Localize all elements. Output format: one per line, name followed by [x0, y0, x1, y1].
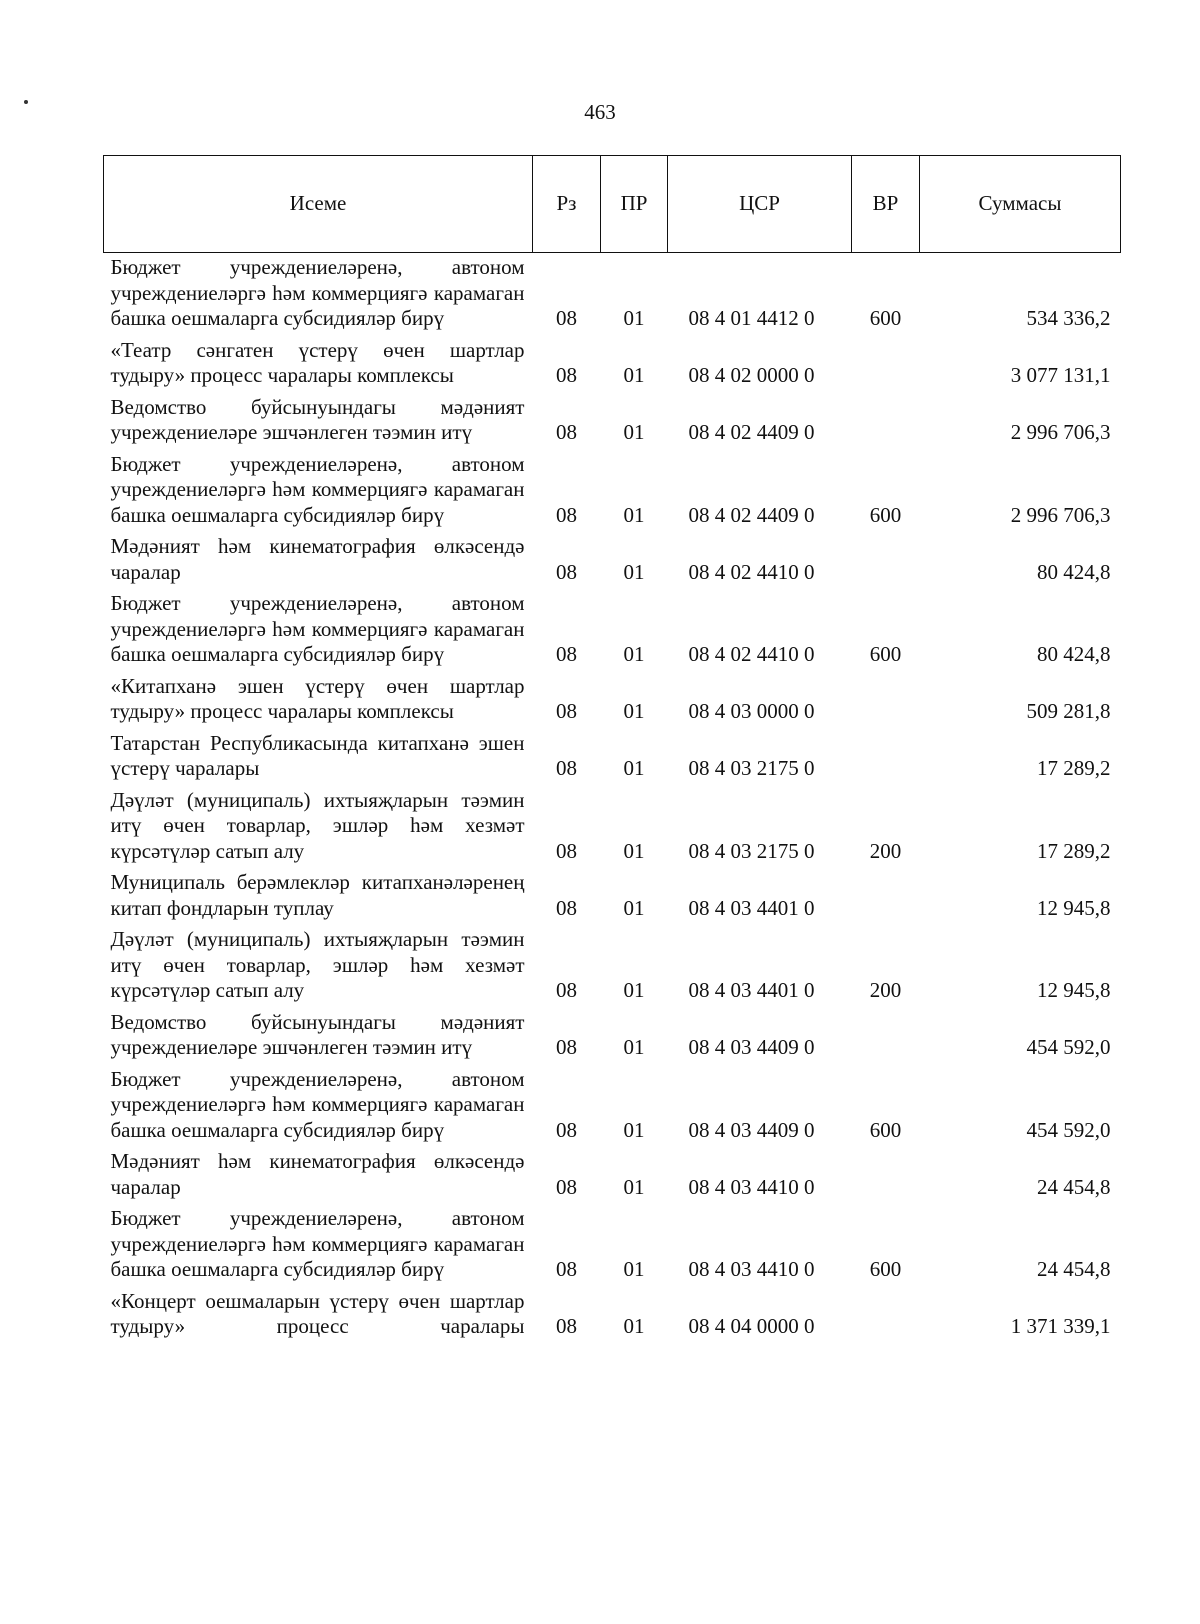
row-csr: 08 4 03 4401 0 [688, 895, 815, 920]
row-sum: 80 424,8 [1037, 642, 1111, 666]
row-pr: 01 [623, 1117, 645, 1142]
row-sum: 454 592,0 [1026, 1035, 1111, 1059]
row-csr: 08 4 03 2175 0 [688, 838, 815, 863]
row-sum: 17 289,2 [1037, 838, 1111, 863]
row-vr [852, 672, 920, 729]
row-rz: 08 [556, 642, 577, 666]
row-csr: 08 4 03 4410 0 [688, 1174, 815, 1199]
row-name: Ведомство буйсынуындагы мәдәният учреждениеләре эшчәнлеген тәэмин итү [110, 1009, 525, 1059]
row-vr: 600 [869, 1257, 902, 1281]
row-sum: 12 945,8 [1037, 978, 1111, 1002]
row-rz: 08 [556, 559, 577, 584]
row-pr: 01 [623, 363, 645, 387]
row-vr [852, 532, 920, 589]
row-pr: 01 [623, 895, 645, 920]
row-csr: 08 4 02 4410 0 [688, 559, 815, 584]
table-header-row [104, 156, 1121, 253]
row-name: Татарстан Республикасында китапханә эшен үстерү чаралары [110, 730, 525, 780]
header-csr: ЦСР [668, 156, 852, 253]
row-csr: 08 4 03 4401 0 [688, 978, 815, 1002]
table-row [104, 729, 1121, 786]
row-csr: 08 4 03 4409 0 [688, 1035, 815, 1059]
row-rz: 08 [556, 895, 577, 920]
table-row [104, 1065, 1121, 1148]
row-pr: 01 [623, 1314, 645, 1338]
row-rz: 08 [556, 699, 577, 723]
row-pr: 01 [623, 1174, 645, 1199]
row-name: Бюджет учреждениеләренә, автоном учреждениеләргә һәм коммерциягә карамаган башка оешмаларга субсидияләр бирү [110, 591, 525, 666]
page-number: 463 [584, 100, 616, 124]
row-pr: 01 [623, 559, 645, 584]
table-row [104, 253, 1121, 336]
row-vr: 600 [869, 642, 902, 666]
row-rz: 08 [556, 1117, 577, 1142]
table-row [104, 868, 1121, 925]
header-pr: ПР [601, 156, 668, 253]
table-row [104, 336, 1121, 393]
table-row [104, 450, 1121, 533]
budget-table [103, 155, 1121, 1344]
row-csr: 08 4 02 0000 0 [688, 363, 815, 387]
row-name: Бюджет учреждениеләренә, автоном учреждениеләргә һәм коммерциягә карамаган башка оешмаларга субсидияләр бирү [110, 1066, 525, 1142]
row-rz: 08 [556, 1257, 577, 1281]
row-vr [852, 1287, 920, 1344]
row-rz: 08 [556, 420, 577, 444]
table-row [104, 1008, 1121, 1065]
row-csr: 08 4 03 0000 0 [688, 699, 815, 723]
row-pr: 01 [623, 306, 645, 330]
row-pr: 01 [623, 1035, 645, 1059]
row-name: Ведомство буйсынуындагы мәдәният учреждениеләре эшчәнлеген тәэмин итү [110, 394, 525, 444]
row-sum: 509 281,8 [1026, 699, 1111, 723]
row-vr: 600 [869, 502, 902, 527]
row-rz: 08 [556, 306, 577, 330]
row-sum: 2 996 706,3 [1010, 502, 1111, 527]
row-name: «Театр сәнгатен үстерү өчен шартлар тудыру» процесс чаралары комплексы [110, 337, 525, 387]
row-sum: 1 371 339,1 [1010, 1314, 1111, 1338]
row-pr: 01 [623, 642, 645, 666]
header-rz: Рз [533, 156, 601, 253]
row-rz: 08 [556, 1174, 577, 1199]
table-row [104, 672, 1121, 729]
row-vr [852, 868, 920, 925]
row-csr: 08 4 02 4410 0 [688, 642, 815, 666]
row-pr: 01 [623, 1257, 645, 1281]
row-vr [852, 393, 920, 450]
row-pr: 01 [623, 699, 645, 723]
row-name: Дәүләт (муниципаль) ихтыяҗларын тәэмин итү өчен товарлар, эшләр һәм хезмәт күрсәтүләр сатып алу [110, 927, 525, 1002]
row-rz: 08 [556, 838, 577, 863]
row-name: Бюджет учреждениеләренә, автоном учреждениеләргә һәм коммерциягә карамаган башка оешмаларга субсидияләр бирү [110, 255, 525, 330]
row-sum: 24 454,8 [1037, 1257, 1111, 1281]
row-csr: 08 4 03 2175 0 [688, 756, 815, 780]
row-csr: 08 4 03 4409 0 [688, 1117, 815, 1142]
row-vr [852, 1147, 920, 1204]
row-vr [852, 336, 920, 393]
row-rz: 08 [556, 502, 577, 527]
row-rz: 08 [556, 756, 577, 780]
row-sum: 17 289,2 [1037, 756, 1111, 780]
table-row [104, 786, 1121, 869]
row-sum: 80 424,8 [1037, 559, 1111, 584]
row-vr: 200 [869, 978, 902, 1002]
row-csr: 08 4 02 4409 0 [688, 420, 815, 444]
row-pr: 01 [623, 756, 645, 780]
row-pr: 01 [623, 838, 645, 863]
row-sum: 454 592,0 [1026, 1117, 1111, 1142]
row-sum: 2 996 706,3 [1010, 420, 1111, 444]
table-row [104, 1287, 1121, 1344]
row-name: Бюджет учреждениеләренә, автоном учреждениеләргә һәм коммерциягә карамаган башка оешмаларга субсидияләр бирү [110, 451, 525, 527]
row-rz: 08 [556, 1314, 577, 1338]
row-vr: 200 [869, 838, 902, 863]
row-vr: 600 [869, 1117, 902, 1142]
row-rz: 08 [556, 363, 577, 387]
row-sum: 12 945,8 [1037, 895, 1111, 920]
row-name: «Китапханә эшен үстерү өчен шартлар тудыру» процесс чаралары комплексы [110, 673, 525, 723]
table-row [104, 589, 1121, 672]
row-sum: 534 336,2 [1026, 306, 1111, 330]
table-row [104, 1147, 1121, 1204]
row-pr: 01 [623, 502, 645, 527]
header-sum: Суммасы [920, 156, 1121, 253]
row-name: Мәдәният һәм кинематография өлкәсендә чаралар [110, 1149, 525, 1199]
row-pr: 01 [623, 978, 645, 1002]
table-row [104, 393, 1121, 450]
row-vr [852, 729, 920, 786]
row-name: Муниципаль берәмлекләр китапханәләренең китап фондларын туплау [110, 870, 525, 920]
row-sum: 24 454,8 [1037, 1174, 1111, 1199]
row-name: Бюджет учреждениеләренә, автоном учреждениеләргә һәм коммерциягә карамаган башка оешмаларга субсидияләр бирү [110, 1206, 525, 1281]
table-row [104, 1204, 1121, 1287]
row-name: «Концерт оешмаларын үстерү өчен шартлар тудыру» процесс чаралары [110, 1288, 525, 1338]
header-vr: ВР [852, 156, 920, 253]
row-name: Дәүләт (муниципаль) ихтыяҗларын тәэмин итү өчен товарлар, эшләр һәм хезмәт күрсәтүләр сатып алу [110, 787, 525, 863]
table-row [104, 532, 1121, 589]
row-name: Мәдәният һәм кинематография өлкәсендә чаралар [110, 534, 525, 584]
row-rz: 08 [556, 978, 577, 1002]
row-vr [852, 1008, 920, 1065]
row-csr: 08 4 01 4412 0 [688, 306, 815, 330]
row-pr: 01 [623, 420, 645, 444]
row-sum: 3 077 131,1 [1010, 363, 1111, 387]
row-csr: 08 4 02 4409 0 [688, 502, 815, 527]
header-name: Исеме [104, 156, 533, 253]
row-csr: 08 4 04 0000 0 [688, 1314, 815, 1338]
row-vr: 600 [869, 306, 902, 330]
row-rz: 08 [556, 1035, 577, 1059]
row-csr: 08 4 03 4410 0 [688, 1257, 815, 1281]
table-row [104, 925, 1121, 1008]
